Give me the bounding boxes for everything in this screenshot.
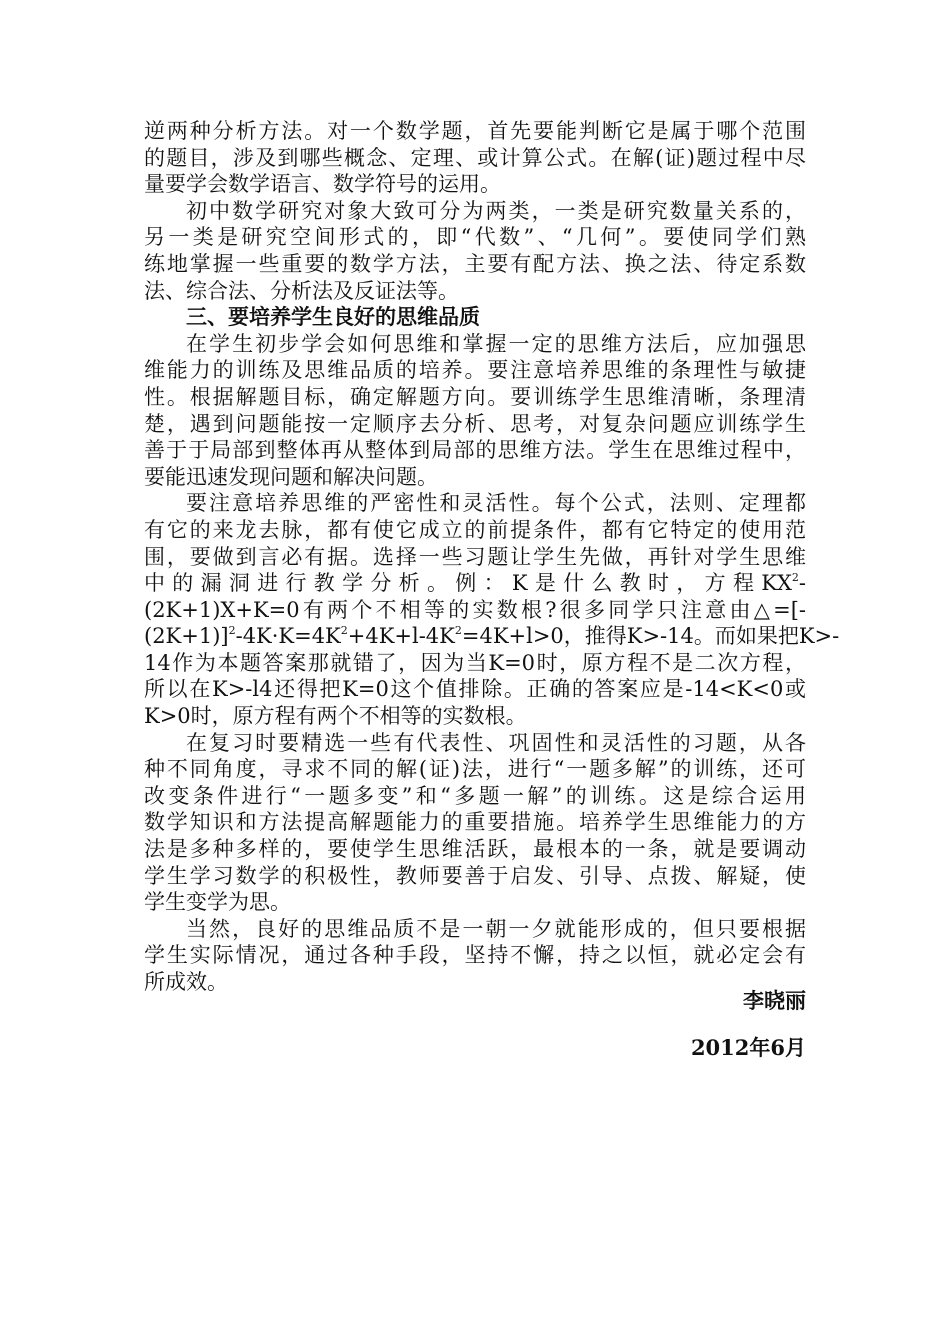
- text-line: 数学知识和方法提高解题能力的重要措施。培养学生思维能力的方: [144, 810, 806, 835]
- text-line: 另一类是研究空间形式的，即“代数”、“几何”。要使同学们熟: [144, 225, 806, 250]
- text-line: 性。根据解题目标，确定解题方向。要训练学生思维清晰，条理清: [144, 384, 806, 409]
- text-segment: =4K+l>0，推得K>-14。而如果把K>-: [461, 624, 840, 649]
- paragraph: [144, 916, 806, 996]
- text-line: 当然，良好的思维品质不是一朝一夕就能形成的，但只要根据: [186, 916, 806, 941]
- text-segment: (2K+1)]: [144, 624, 229, 649]
- text-line: 种不同角度，寻求不同的解(证)法，进行“一题多解”的训练，还可: [144, 757, 806, 782]
- text-line: 学生变学为思。: [144, 890, 291, 915]
- date: 2012年6月: [690, 1035, 806, 1060]
- text-line: 14作为本题答案那就错了，因为当K=0时，原方程不是二次方程，: [144, 650, 806, 675]
- text-line: 围，要做到言必有据。选择一些习题让学生先做，再针对学生思维: [144, 544, 806, 569]
- text-line: 楚，遇到问题能按一定顺序去分析、思考，对复杂问题应训练学生: [144, 411, 806, 436]
- text-line: 法、综合法、分析法及反证法等。: [144, 278, 459, 303]
- section-heading: [144, 304, 806, 331]
- text-line: 所成效。: [144, 970, 228, 994]
- text-line: 在学生初步学会如何思维和掌握一定的思维方法后，应加强思: [186, 331, 806, 356]
- superscript: 2: [340, 624, 348, 638]
- author-name: 李晓丽: [743, 988, 806, 1013]
- text-segment: 中的漏洞进行教学分析。例：K是什么教时，方程KX: [144, 571, 792, 596]
- text-line: 要能迅速发现问题和解决问题。: [144, 464, 438, 489]
- text-line: 在复习时要精选一些有代表性、巩固性和灵活性的习题，从各: [186, 730, 806, 755]
- heading-text: 三、要培养学生良好的思维品质: [186, 304, 480, 330]
- text-line: K>0时，原方程有两个不相等的实数根。: [144, 704, 527, 729]
- text-line: [144, 623, 840, 650]
- superscript: 2: [454, 624, 462, 638]
- text-line: 学生实际情况，通过各种手段，坚持不懈，持之以恒，就必定会有: [144, 943, 806, 968]
- text-line: 初中数学研究对象大致可分为两类，一类是研究数量关系的，: [186, 198, 806, 223]
- text-segment: +4K+l-4K: [347, 624, 455, 649]
- paragraph: [144, 490, 840, 729]
- paragraph: [144, 730, 806, 916]
- text-line: (2K+1)X+K=0有两个不相等的实数根?很多同学只注意由△=[-: [144, 597, 806, 622]
- text-line: [144, 570, 806, 597]
- text-line: 的题目，涉及到哪些概念、定理、或计算公式。在解(证)题过程中尽: [144, 145, 806, 170]
- text-line: 有它的来龙去脉，都有使它成立的前提条件，都有它特定的使用范: [144, 517, 806, 542]
- text-line: 维能力的训练及思维品质的培养。要注意培养思维的条理性与敏捷: [144, 358, 806, 383]
- text-line: 法是多种多样的，要使学生思维活跃，最根本的一条，就是要调动: [144, 837, 806, 862]
- paragraph: [144, 198, 806, 304]
- document-body: [144, 118, 840, 996]
- text-line: 要注意培养思维的严密性和灵活性。每个公式，法则、定理都: [186, 491, 806, 516]
- paragraph: [144, 118, 806, 198]
- text-segment: -4K·K=4K: [235, 624, 341, 649]
- text-line: 改变条件进行“一题多变”和“多题一解”的训练。这是综合运用: [144, 783, 806, 808]
- superscript: 2: [228, 624, 236, 638]
- text-line: 量要学会数学语言、数学符号的运用。: [144, 172, 501, 197]
- paragraph: [144, 331, 806, 491]
- text-line: 善于于局部到整体再从整体到局部的思维方法。学生在思维过程中，: [144, 438, 806, 463]
- text-segment: -: [798, 571, 806, 596]
- text-line: 所以在K>-l4还得把K=0这个值排除。正确的答案应是-14<K<0或: [144, 677, 806, 702]
- superscript: 2: [791, 571, 799, 585]
- text-line: 学生学习数学的积极性，教师要善于启发、引导、点拨、解疑，使: [144, 863, 806, 888]
- text-line: 逆两种分析方法。对一个数学题，首先要能判断它是属于哪个范围: [144, 119, 806, 143]
- text-line: 练地掌握一些重要的数学方法，主要有配方法、换之法、待定系数: [144, 251, 806, 276]
